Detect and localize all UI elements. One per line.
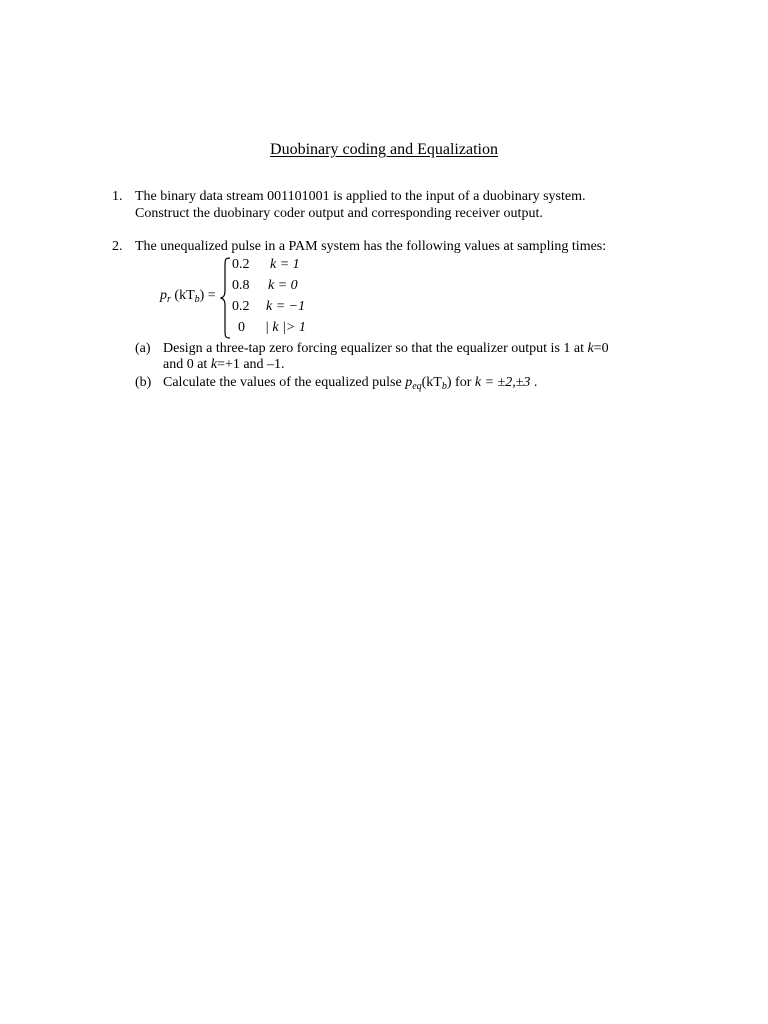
question-2-number: 2. [112,239,123,254]
part-a-letter: (a) [135,341,151,356]
case-condition-3: k = −1 [266,299,306,314]
part-b-p-symbol: p [405,375,413,390]
case-condition-2: k = 0 [268,278,298,293]
question-1-number: 1. [112,189,123,204]
part-a-line-2 [163,357,285,373]
question-1-line-2: Construct the duobinary coder output and corresponding receiver output. [135,206,543,221]
part-b-prefix: Calculate the values of the equalized pulse [163,375,406,390]
case-value-4: 0 [238,320,245,335]
part-b-k-values: k = ±2,±3 [474,375,531,390]
case-value-2: 0.8 [232,278,250,293]
part-b-arg-close: ) [446,375,452,390]
part-a-line-1 [163,341,609,357]
part-a-line-1-prefix: Design a three-tap zero forcing equalizer so that the equalizer output is 1 at [163,341,588,356]
page-title: Duobinary coding and Equalization [270,141,498,158]
part-b-pulse-math [405,375,451,390]
equation-p-symbol: p [160,288,167,303]
equation-arg-open: (kT [174,288,195,303]
equation-r-subscript: r [167,294,171,305]
part-b-mid: for [451,375,475,390]
part-a-line-2-prefix: and 0 at [163,357,211,372]
equation-arg-close: ) = [199,288,216,303]
question-2-line-1: The unequalized pulse in a PAM system has the following values at sampling times: [135,239,607,254]
part-b-b-subscript: b [441,381,447,392]
part-a-line-2-suffix: =+1 and –1. [217,357,285,372]
part-a-line-2-k: k [210,357,218,372]
question-1-line-1: The binary data stream 001101001 is applied to the input of a duobinary system. [135,189,586,204]
case-condition-4: | k |> 1 [265,320,306,335]
part-a-line-1-k: k [587,341,594,356]
part-a-line-1-suffix: =0 [593,341,609,356]
part-b-arg-open: (kT [421,375,442,390]
part-b-end: . [530,375,538,390]
case-value-1: 0.2 [232,257,250,272]
case-value-3: 0.2 [232,299,250,314]
part-b-letter: (b) [135,375,152,390]
part-b-line [163,375,537,391]
part-b-eq-subscript: eq [412,381,422,392]
left-brace-icon [220,256,232,340]
equation-b-subscript: b [194,294,200,305]
case-condition-1: k = 1 [270,257,300,272]
equation-lhs [160,288,216,304]
